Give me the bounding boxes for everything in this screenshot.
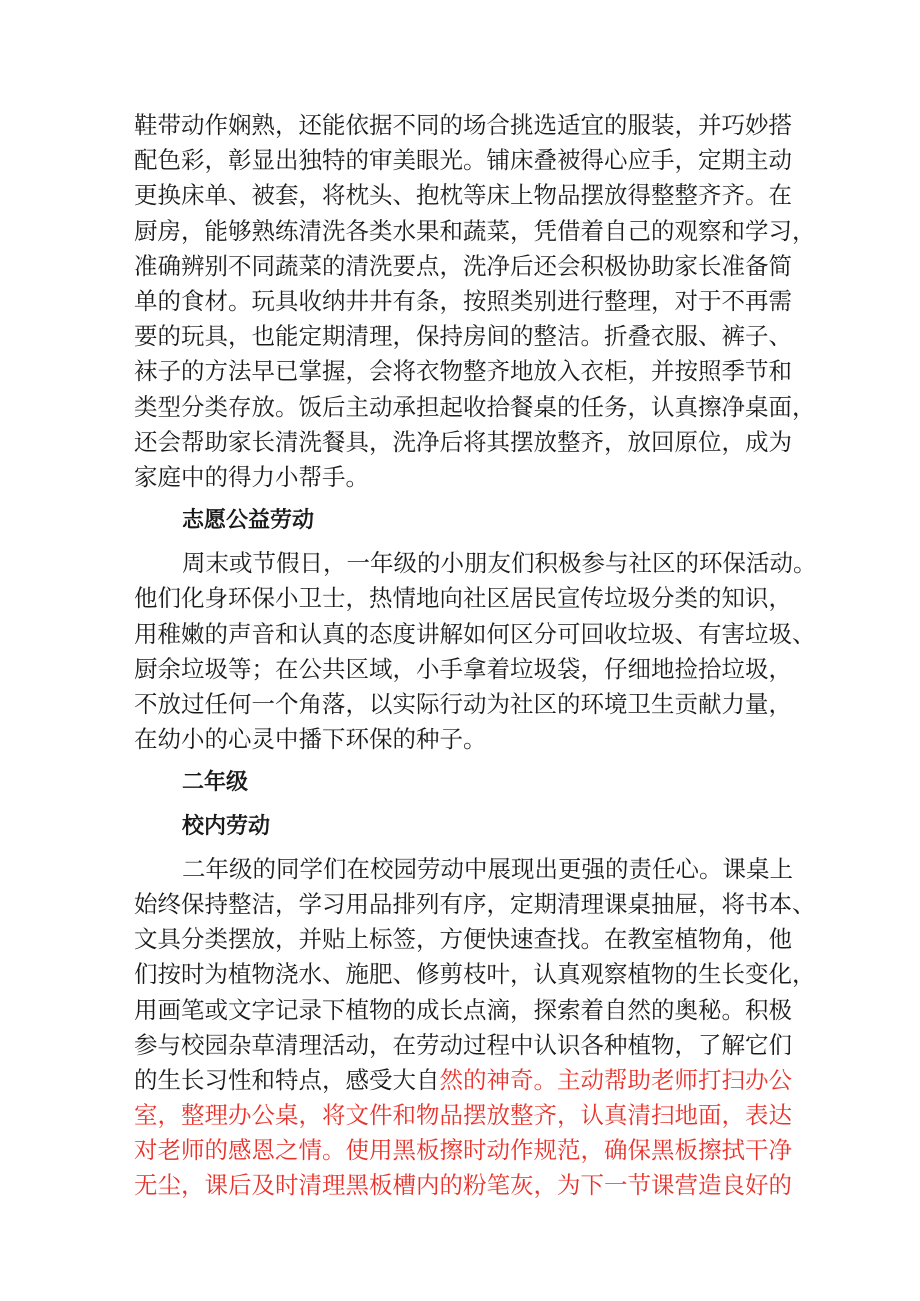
text-line: 要的玩具，也能定期清理，保持房间的整洁。折叠衣服、裤子、 [134,322,792,351]
text-line: 在幼小的心灵中播下环保的种子。 [134,725,487,754]
text-line: 厨房，能够熟练清洗各类水果和蔬菜，凭借着自己的观察和学习， [134,216,816,245]
text-line: 参与校园杂草清理活动，在劳动过程中认识各种植物，了解它们 [134,1030,792,1059]
text-line: 不放过任何一个角落，以实际行动为社区的环境卫生贡献力量， [134,690,792,718]
text-line: 用画笔或文字记录下植物的成长点滴，探索着自然的奥秘。积极 [134,995,792,1024]
text-line: 文具分类摆放，并贴上标签，方便快速查找。在教室植物角，他 [134,925,792,954]
text-span-highlighted: 然的神奇。主动帮助老师打扫办公 [439,1065,792,1094]
heading-school-labor: 校内劳动 [182,813,271,839]
text-line: 还会帮助家长清洗餐具，洗净后将其摆放整齐，放回原位，成为 [134,427,792,456]
text-line: 始终保持整洁，学习用品排列有序，定期清理课桌抽屉，将书本、 [134,889,816,918]
text-line: 鞋带动作娴熟，还能依据不同的场合挑选适宜的服装，并巧妙搭 [134,111,792,139]
text-line: 二年级的同学们在校园劳动中展现出更强的责任心。课桌上 [182,854,793,883]
text-line-highlighted: 室，整理办公桌，将文件和物品摆放整齐，认真清扫地面，表达 [134,1101,792,1130]
text-line: 类型分类存放。饭后主动承担起收拾餐桌的任务，认真擦净桌面， [134,392,816,421]
text-line: 配色彩，彰显出独特的审美眼光。铺床叠被得心应手，定期主动 [134,146,792,175]
text-line: 单的食材。玩具收纳井井有条，按照类别进行整理，对于不再需 [134,286,792,315]
text-line: 更换床单、被套，将枕头、抱枕等床上物品摆放得整整齐齐。在 [134,181,792,210]
heading-volunteer-labor: 志愿公益劳动 [182,508,315,534]
text-line: 袜子的方法早已掌握，会将衣物整齐地放入衣柜，并按照季节和 [134,357,792,386]
text-line-highlighted: 无尘，课后及时清理黑板槽内的粉笔灰，为下一节课营造良好的 [134,1171,792,1200]
paragraph-household-labor [134,108,816,495]
text-line: 准确辨别不同蔬菜的清洗要点，洗净后还会积极协助家长准备简 [134,251,792,280]
text-line: 厨余垃圾等；在公共区域，小手拿着垃圾袋，仔细地捡拾垃圾， [134,654,792,683]
text-line-mixed [134,1063,792,1098]
paragraph-school-labor [134,852,816,1204]
text-line: 他们化身环保小卫士，热情地向社区居民宣传垃圾分类的知识， [134,584,792,613]
text-span-black: 的生长习性和特点，感受大自 [134,1065,440,1094]
text-line: 们按时为植物浇水、施肥、修剪枝叶，认真观察植物的生长变化， [134,960,816,989]
text-line: 周末或节假日，一年级的小朋友们积极参与社区的环保活动。 [182,549,817,578]
heading-grade-two: 二年级 [182,770,249,796]
document-page [134,108,817,1204]
paragraph-volunteer-labor [134,546,817,757]
text-line: 用稚嫩的声音和认真的态度讲解如何区分可回收垃圾、有害垃圾、 [134,619,816,648]
text-line: 家庭中的得力小帮手。 [134,462,369,491]
text-line-highlighted: 对老师的感恩之情。使用黑板擦时动作规范，确保黑板擦拭干净 [134,1136,792,1165]
